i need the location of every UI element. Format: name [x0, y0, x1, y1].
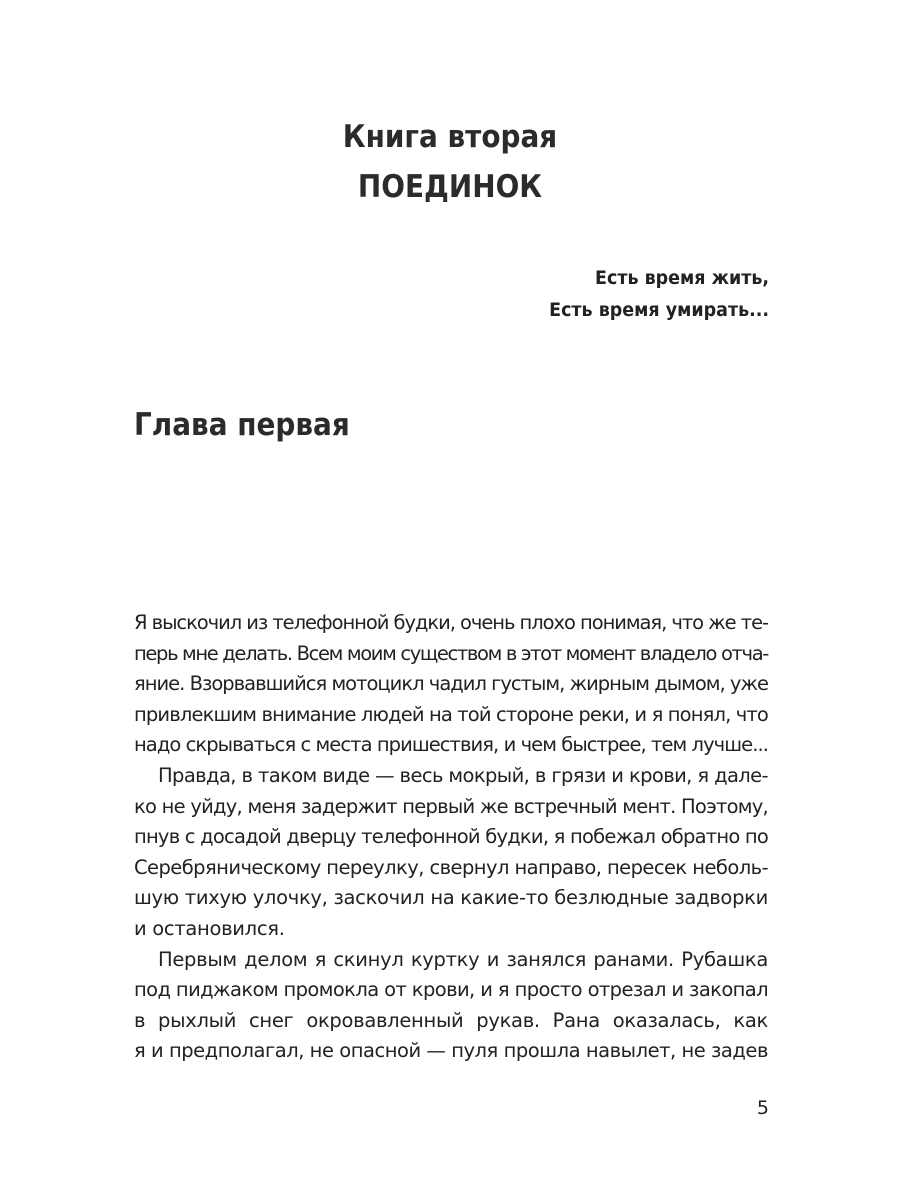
text-line: привлекшим внимание людей на той стороне реки, и я понял, что — [134, 702, 768, 726]
text-line: шую тихую улочку, заскочил на какие-то безлюдные задворки — [134, 886, 768, 910]
text-line: Первым делом я скинул куртку и занялся ранами. Рубашка — [158, 947, 768, 971]
text-line: в рыхлый снег окровавленный рукав. Рана оказалась, как — [134, 1008, 768, 1032]
text-line: Я выскочил из телефонной будки, очень плохо понимая, что же те- — [134, 611, 768, 634]
epigraph-line: Есть время жить, — [594, 267, 769, 289]
book-title-block — [45, 112, 855, 212]
book-subtitle: Книга вторая — [342, 119, 558, 155]
text-line: я и предполагал, не опасной — пуля прошла навылет, не задев — [134, 1039, 768, 1063]
text-line: пнув с досадой дверцу телефонной будки, я побежал обратно по — [134, 825, 768, 849]
text-line: ко не уйду, меня задержит первый же встречный мент. Поэтому, — [134, 794, 768, 818]
text-line: и остановился. — [134, 916, 285, 940]
text-line: Серебряническому переулку, свернул направо, пересек неболь- — [134, 855, 768, 879]
text-line: надо скрываться с места пришествия, и чем быстрее, тем лучше... — [134, 733, 768, 757]
epigraph — [549, 262, 769, 326]
text-line: под пиджаком промокла от крови, и я просто отрезал и закопал — [134, 978, 768, 1002]
text-line: перь мне делать. Всем моим существом в этот момент владело отча- — [134, 641, 768, 665]
page-number: 5 — [756, 1097, 769, 1119]
text-line: Правда, в таком виде — весь мокрый, в грязи и крови, я дале- — [158, 763, 768, 787]
text-line: яние. Взорвавшийся мотоцикл чадил густым, жирным дымом, уже — [134, 672, 768, 696]
epigraph-line: Есть время умирать... — [549, 299, 769, 321]
chapter-title: Глава первая — [134, 407, 350, 443]
book-title: ПОЕДИНОК — [357, 169, 543, 205]
body-text — [134, 608, 768, 1067]
